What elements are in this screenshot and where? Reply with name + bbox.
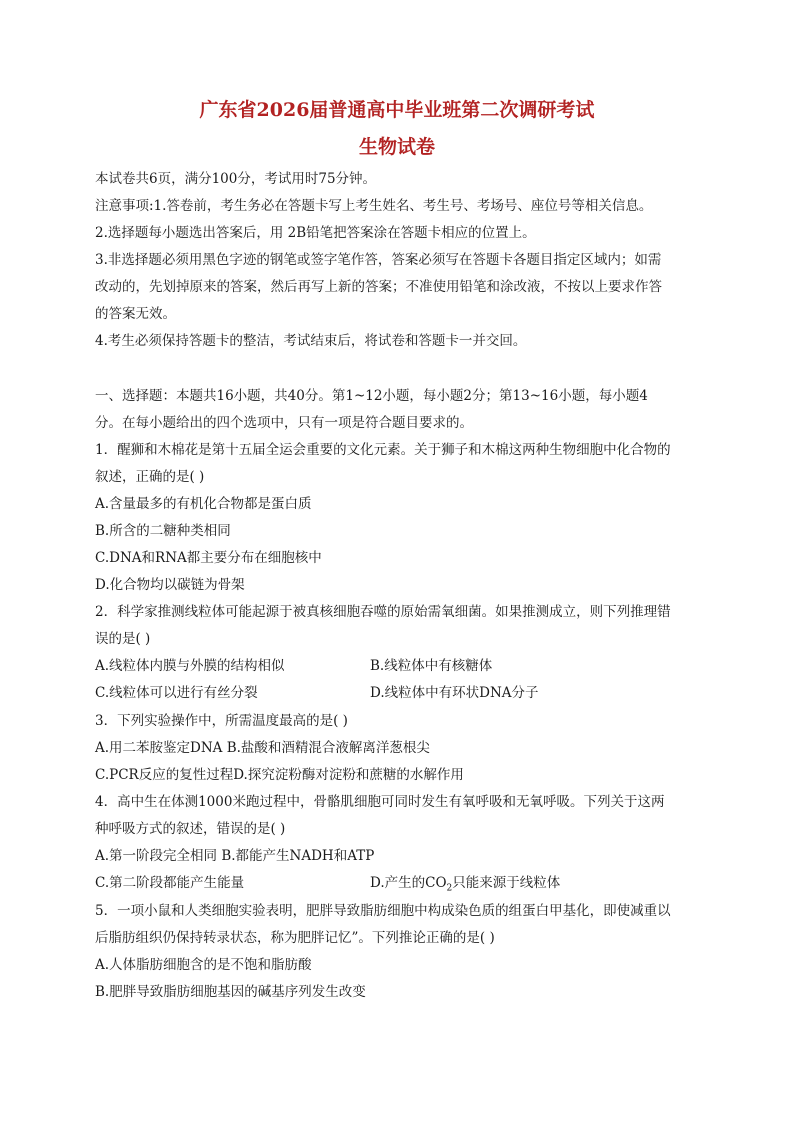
q1-stem-line-2: 叙述，正确的是( ) [95,469,205,485]
note-3-line-1: 3.非选择题必须用黑色字迹的钢笔或签字笔作答，答案必须写在答题卡各题目指定区域内；如需 [95,252,662,268]
q2-option-c: C.线粒体可以进行有丝分裂 [95,685,258,701]
q5-option-a: A.人体脂肪细胞含的是不饱和脂肪酸 [95,957,312,973]
note-3-line-2: 改动的，先划掉原来的答案，然后再写上新的答案；不准使用铅笔和涂改液，不按以上要求作答 [95,279,662,295]
q1-option-a: A.含量最多的有机化合物都是蛋白质 [95,496,312,512]
q1-option-b: B.所含的二糖种类相同 [95,523,231,539]
q2-stem-line-2: 误的是( ) [95,631,151,647]
q4-option-d-prefix: D.产生的CO [370,875,447,891]
section-heading-line-1: 一、选择题：本题共16小题，共40分。第1~12小题，每小题2分；第13~16小题，每小题4 [95,388,648,404]
q1-option-c: C.DNA和RNA都主要分布在细胞核中 [95,550,322,566]
q4-options-ab: A.第一阶段完全相同 B.都能产生NADH和ATP [95,848,375,864]
note-2: 2.选择题每小题选出答案后，用 2B铅笔把答案涂在答题卡相应的位置上。 [95,225,536,241]
note-3-line-3: 的答案无效。 [95,306,176,322]
q3-options-cd: C.PCR反应的复性过程D.探究淀粉酶对淀粉和蔗糖的水解作用 [95,767,464,783]
q1-stem-line-1: 1．醒狮和木棉花是第十五届全运会重要的文化元素。关于狮子和木棉这两种生物细胞中化合物的 [95,442,671,458]
q4-stem-line-2: 种呼吸方式的叙述，错误的是( ) [95,821,286,837]
q3-options-ab: A.用二苯胺鉴定DNA B.盐酸和酒精混合液解离洋葱根尖 [95,740,430,756]
q5-option-b: B.肥胖导致脂肪细胞基因的碱基序列发生改变 [95,984,366,1000]
q2-option-a: A.线粒体内膜与外膜的结构相似 [95,658,285,674]
q3-stem: 3．下列实验操作中，所需温度最高的是( ) [95,713,348,729]
exam-title: 广东省2026届普通高中毕业班第二次调研考试 [199,99,595,121]
q5-stem-line-1: 5．一项小鼠和人类细胞实验表明，肥胖导致脂肪细胞中构成染色质的组蛋白甲基化，即使减重以 [95,903,671,919]
q4-option-d-subscript: 2 [446,883,453,894]
intro-line: 本试卷共6页，满分100分，考试用时75分钟。 [95,171,377,187]
q5-stem-line-2: 后脂肪组织仍保持转录状态，称为肥胖记忆”。下列推论正确的是( ) [95,930,495,946]
section-heading-line-2: 分。在每小题给出的四个选项中，只有一项是符合题目要求的。 [95,415,473,431]
q1-option-d: D.化合物均以碳链为骨架 [95,577,245,593]
q4-option-c: C.第二阶段都能产生能量 [95,875,245,891]
q2-option-b: B.线粒体中有核糖体 [370,658,493,674]
q4-stem-line-1: 4．高中生在体测1000米跑过程中，骨骼肌细胞可同时发生有氧呼吸和无氧呼吸。下列关于这两 [95,794,665,810]
q4-option-d [370,874,560,892]
q2-option-d: D.线粒体中有环状DNA分子 [370,685,539,701]
q2-stem-line-1: 2．科学家推测线粒体可能起源于被真核细胞吞噬的原始需氧细菌。如果推测成立，则下列推理错 [95,604,671,620]
q4-option-d-suffix: 只能来源于线粒体 [452,875,561,891]
exam-subtitle: 生物试卷 [358,136,435,158]
note-4: 4.考生必须保持答题卡的整洁，考试结束后，将试卷和答题卡一并交回。 [95,333,527,349]
note-1: 注意事项:1.答卷前，考生务必在答题卡写上考生姓名、考生号、考场号、座位号等相关信息。 [95,198,653,214]
